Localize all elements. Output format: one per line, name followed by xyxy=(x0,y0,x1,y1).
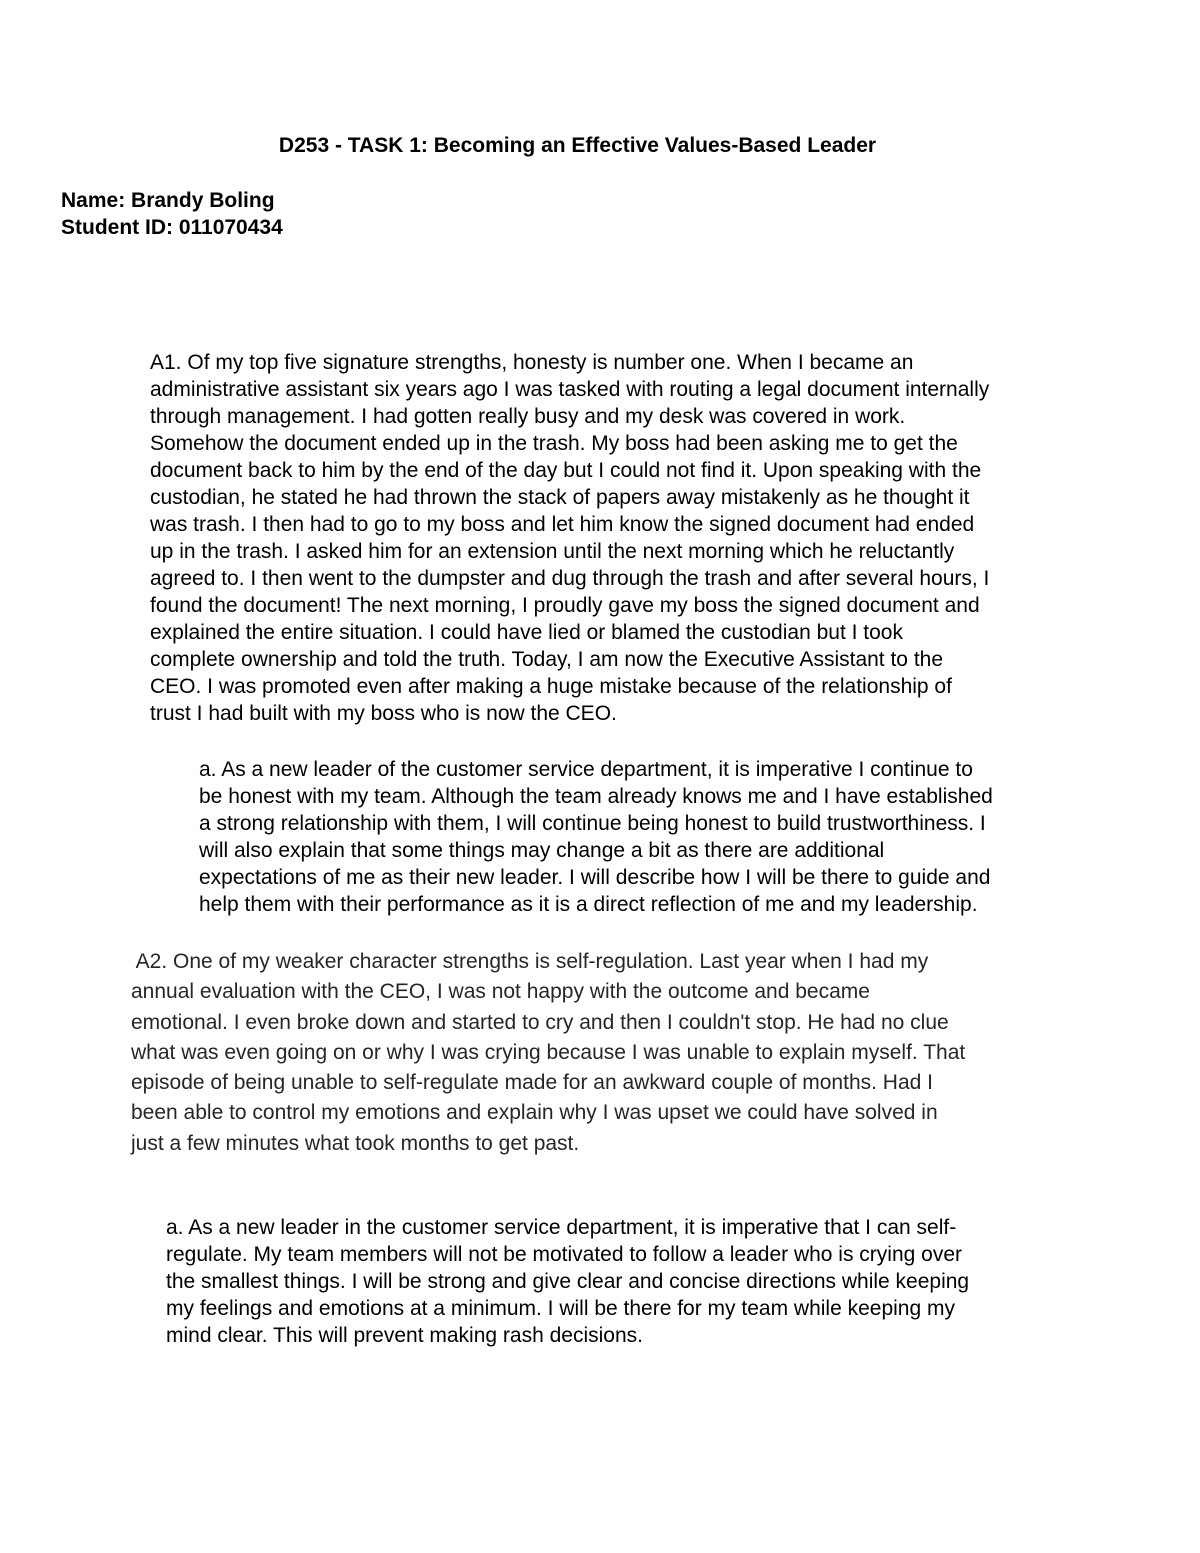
section-a1-paragraph xyxy=(150,349,989,727)
paragraph-line: custodian, he stated he had thrown the stack of papers away mistakenly as he thought it xyxy=(150,486,970,509)
paragraph-line: episode of being unable to self-regulate made for an awkward couple of months. Had I xyxy=(131,1071,933,1095)
paragraph-line: trust I had built with my boss who is now the CEO. xyxy=(150,702,617,725)
student-info xyxy=(61,187,283,241)
paragraph-line: complete ownership and told the truth. Today, I am now the Executive Assistant to the xyxy=(150,648,944,671)
paragraph-line: expectations of me as their new leader. I will describe how I will be there to guide and xyxy=(199,866,991,889)
section-a2-paragraph xyxy=(131,947,965,1159)
paragraph-line: CEO. I was promoted even after making a huge mistake because of the relationship of xyxy=(150,675,952,698)
paragraph-line: a strong relationship with them, I will continue being honest to build trustworthiness. I xyxy=(199,812,986,835)
paragraph-line: been able to control my emotions and explain why I was upset we could have solved in xyxy=(131,1101,938,1125)
paragraph-line: a. As a new leader in the customer service department, it is imperative that I can self- xyxy=(166,1216,957,1239)
paragraph-line: A1. Of my top five signature strengths, honesty is number one. When I became an xyxy=(150,351,914,374)
paragraph-line: document back to him by the end of the day but I could not find it. Upon speaking with the xyxy=(150,459,982,482)
paragraph-line: was trash. I then had to go to my boss and let him know the signed document had ended xyxy=(150,513,975,536)
paragraph-line: be honest with my team. Although the team already knows me and I have established xyxy=(199,785,993,808)
paragraph-line: Somehow the document ended up in the trash. My boss had been asking me to get the xyxy=(150,432,958,455)
paragraph-line: through management. I had gotten really busy and my desk was covered in work. xyxy=(150,405,906,428)
paragraph-line: agreed to. I then went to the dumpster and dug through the trash and after several hours, I xyxy=(150,567,990,590)
paragraph-line: what was even going on or why I was crying because I was unable to explain myself. That xyxy=(131,1040,966,1064)
section-a1-sub-a-paragraph xyxy=(199,756,993,918)
paragraph-line: explained the entire situation. I could have lied or blamed the custodian but I took xyxy=(150,621,903,644)
paragraph-line: my feelings and emotions at a minimum. I will be there for my team while keeping my xyxy=(166,1297,955,1320)
paragraph-line: the smallest things. I will be strong and give clear and concise directions while keeping xyxy=(166,1270,970,1293)
paragraph-line: found the document! The next morning, I proudly gave my boss the signed document and xyxy=(150,594,980,617)
student-id: Student ID: 011070434 xyxy=(61,216,283,239)
paragraph-line: A2. One of my weaker character strengths is self-regulation. Last year when I had my xyxy=(131,950,929,973)
paragraph-line: administrative assistant six years ago I was tasked with routing a legal document internally xyxy=(150,378,990,401)
paragraph-line: will also explain that some things may change a bit as there are additional xyxy=(199,839,885,862)
paragraph-line: regulate. My team members will not be motivated to follow a leader who is crying over xyxy=(166,1243,963,1266)
paragraph-line: emotional. I even broke down and started to cry and then I couldn't stop. He had no clue xyxy=(131,1010,949,1034)
paragraph-line: up in the trash. I asked him for an extension until the next morning which he reluctantly xyxy=(150,540,955,563)
paragraph-line: help them with their performance as it is a direct reflection of me and my leadership. xyxy=(199,893,978,916)
document-title: D253 - TASK 1: Becoming an Effective Values-Based Leader xyxy=(278,134,877,157)
paragraph-line: annual evaluation with the CEO, I was not happy with the outcome and became xyxy=(131,980,870,1004)
paragraph-line: mind clear. This will prevent making rash decisions. xyxy=(166,1324,643,1347)
student-name: Name: Brandy Boling xyxy=(61,189,275,212)
section-a2-sub-a-paragraph xyxy=(166,1214,969,1349)
paragraph-line: just a few minutes what took months to get past. xyxy=(131,1131,580,1155)
paragraph-line: a. As a new leader of the customer service department, it is imperative I continue to xyxy=(199,758,973,781)
